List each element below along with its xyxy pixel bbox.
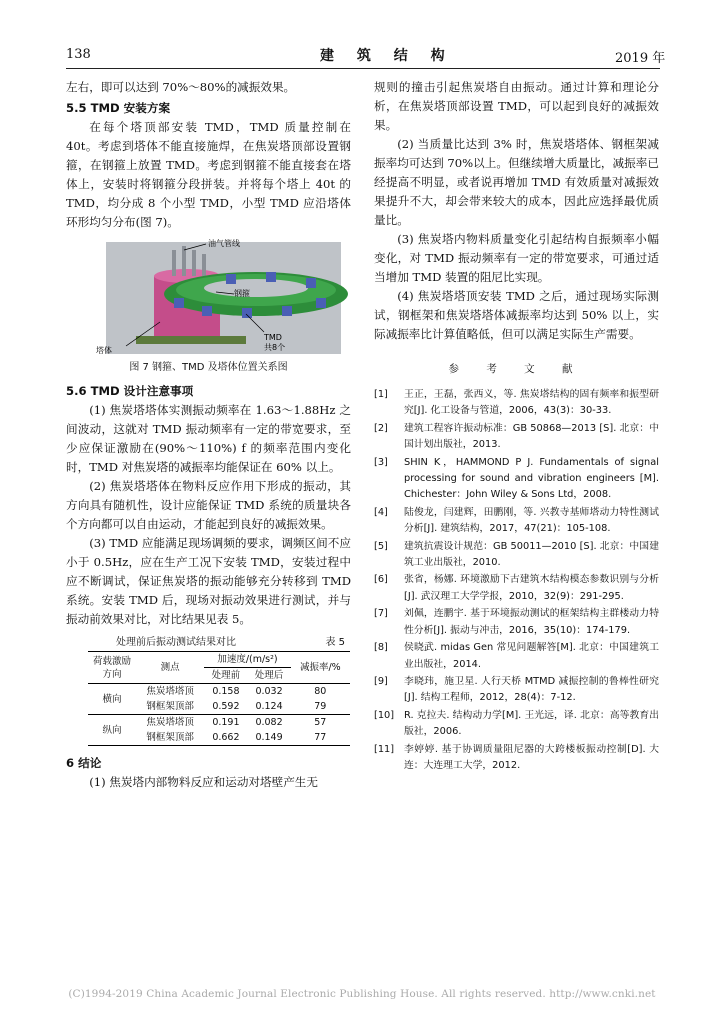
paragraph: (4) 焦炭塔塔顶安装 TMD 之后，通过现场实际测试，钢框架和焦炭塔塔体减振率均达到 50% 以上，实际减振率比计算值略低，但可以满足实际生产需要。 — [374, 289, 659, 341]
figure-caption: 图 7 钢箍、TMD 及塔体位置关系图 — [129, 362, 288, 373]
table-cell: 80 — [314, 686, 327, 697]
reference-text: 刘佩，连鹏宇. 基于环境振动测试的框架结构主群楼动力特性分析[J]. 振动与冲击，2016，35(10)：174-179. — [404, 608, 659, 636]
table-cell: 焦炭塔塔顶 — [146, 686, 194, 697]
section-title: 5.5 TMD 安装方案 — [66, 101, 171, 115]
table-cell: 0.592 — [212, 701, 240, 712]
reference-item — [374, 539, 659, 572]
table-number: 表 5 — [325, 637, 345, 648]
table-row — [88, 684, 350, 700]
paragraph: (2) 焦炭塔塔体在物料反应作用下形成的振动，其方向具有随机性，设计应能保证 TMD 系统的质量块各个方向都可以自由运动，才能起到良好的减振效果。 — [66, 479, 351, 531]
reference-item — [374, 606, 659, 639]
journal-title: 建 筑 结 构 — [320, 48, 454, 64]
tmd-block — [242, 308, 252, 318]
references-list — [374, 387, 659, 774]
table-header: 减振率/% — [291, 652, 350, 684]
tmd-label: TMD — [264, 333, 282, 342]
table-row — [88, 715, 350, 731]
tmd-count-label: 共8个 — [264, 343, 286, 352]
table-cell: 0.032 — [255, 686, 283, 697]
table-title: 处理前后振动测试结果对比 — [116, 637, 236, 648]
paragraph: (2) 当质量比达到 3% 时，焦炭塔塔体、钢框架减振率均可达到 70%以上。但继续增大质量比，减振率已经提高不明显，或者说再增加 TMD 有效质量对减振效果提升不大，却会带来较大的成本，因此应选择最优质量比。 — [374, 137, 659, 227]
table-header: 处理前 — [204, 668, 247, 684]
figure-7 — [66, 236, 351, 358]
right-column — [374, 78, 659, 775]
page-number: 138 — [66, 47, 91, 62]
left-column — [66, 78, 351, 792]
tower-label: 塔体 — [96, 346, 112, 355]
tmd-block — [282, 306, 292, 316]
tmd-block — [174, 298, 184, 308]
reference-text: 王正，王磊，张西义，等. 焦炭塔结构的固有频率和振型研究[J]. 化工设备与管道，2006，43(3)：30-33. — [404, 389, 659, 417]
paragraph: (3) 焦炭塔内物料质量变化引起结构自振频率小幅变化，对 TMD 振动频率有一定的带宽要求，可通过适当增加 TMD 装置的阻尼比实现。 — [374, 232, 659, 284]
reference-number: [7] — [374, 608, 388, 620]
reference-item — [374, 387, 659, 420]
tmd-block — [306, 278, 316, 288]
reference-number: [9] — [374, 675, 388, 687]
vibration-table — [88, 651, 350, 746]
reference-number: [11] — [374, 743, 395, 755]
reference-number: [4] — [374, 506, 388, 518]
paragraph: (3) TMD 应能满足现场调频的要求，调频区间不应小于 0.5Hz，应在生产工况下安装 TMD，安装过程中应不断调试，保证焦炭塔的振动能够充分转移到 TMD 系统。安装 TMD 后，现场对振动效果进行测试，并与振动前效果对比，对比结果见表 5。 — [66, 536, 351, 626]
table-cell: 57 — [314, 717, 327, 728]
reference-number: [1] — [374, 389, 388, 400]
header-rule — [66, 68, 660, 69]
table-cell: 0.191 — [212, 717, 240, 728]
table-header: 荷载激励方向 — [88, 652, 136, 684]
reference-text: 李晓玮，施卫星. 人行天桥 MTMD 减振控制的鲁棒性研究[J]. 结构工程师，2012，28(4)：7-12. — [404, 675, 659, 704]
paragraph: (1) 焦炭塔塔体实测振动频率在 1.63～1.88Hz 之间波动，这就对 TMD 振动频率有一定的带宽要求，至少应保证激励在(90%～110%) f 的频率范围内变化时，TMD 对焦炭塔的减振率均能保证在 60% 以上。 — [66, 403, 351, 474]
reference-item — [374, 742, 659, 775]
reference-item — [374, 505, 659, 538]
reference-number: [3] — [374, 456, 388, 468]
section-title: 6 结论 — [66, 756, 102, 770]
table-cell: 0.082 — [255, 717, 283, 728]
reference-text: R. 克拉夫. 结构动力学[M]. 王光远，译. 北京：高等教育出版社，2006. — [404, 709, 659, 738]
tmd-block — [226, 274, 236, 284]
pipe-shape — [182, 246, 186, 276]
reference-item — [374, 455, 659, 504]
reference-number: [5] — [374, 540, 388, 552]
pipe-label: 油气管线 — [208, 239, 240, 248]
reference-item — [374, 572, 659, 605]
reference-text: 建筑抗震设计规范：GB 50011—2010 [S]. 北京：中国建筑工业出版社，2010. — [404, 540, 659, 569]
figure-7-diagram — [66, 236, 351, 358]
reference-item — [374, 708, 659, 741]
reference-number: [2] — [374, 422, 388, 434]
reference-item — [374, 674, 659, 707]
table-cell: 焦炭塔塔顶 — [146, 717, 194, 728]
tmd-block — [202, 306, 212, 316]
table-header: 加速度/(m/s²) — [204, 652, 290, 668]
table-header: 测点 — [136, 652, 204, 684]
base-platform — [136, 336, 246, 344]
reference-text: 张省，杨娜. 环境激励下古建筑木结构模态参数识别与分析[J]. 武汉理工大学学报，2010，32(9)：291-295. — [404, 574, 659, 602]
section-title: 5.6 TMD 设计注意事项 — [66, 384, 194, 398]
pipe-shape — [172, 250, 176, 276]
reference-text: 陆俊龙，闫建辉，田鹏刚，等. 兴教寺基师塔动力特性测试分析[J]. 建筑结构，2017，47(21)：105-108. — [404, 506, 659, 535]
tmd-block — [266, 272, 276, 282]
reference-text: SHIN K，HAMMOND P J. Fundamentals of signal processing for sound and vibration engineers [M]. Chichester：John Wiley & Sons Ltd，2008. — [404, 456, 659, 501]
table-cell: 0.662 — [212, 732, 240, 743]
references-title: 参 考 文 献 — [448, 363, 585, 375]
publication-year: 2019 年 — [615, 51, 666, 66]
hoop-label: 钢箍 — [234, 289, 250, 298]
table-cell: 0.149 — [255, 732, 283, 743]
reference-number: [8] — [374, 642, 388, 654]
table-cell: 钢框架顶部 — [146, 732, 194, 743]
reference-item — [374, 421, 659, 454]
table-cell: 79 — [314, 701, 327, 712]
hoop-inner — [204, 279, 308, 297]
reference-number: [10] — [374, 709, 395, 721]
table-cell: 纵向 — [88, 715, 136, 746]
pipe-shape — [192, 250, 196, 276]
table-caption — [66, 635, 351, 651]
copyright-footer: (C)1994-2019 China Academic Journal Electronic Publishing House. All rights reserved. http://www.cnki.net — [68, 988, 656, 1000]
paragraph: 左右，即可以达到 70%～80%的减振效果。 — [66, 80, 296, 94]
table-cell: 横向 — [88, 684, 136, 715]
reference-text: 建筑工程容许振动标准：GB 50868—2013 [S]. 北京：中国计划出版社，2013. — [404, 422, 659, 451]
reference-text: 侯晓武. midas Gen 常见问题解答[M]. 北京：中国建筑工业出版社，2014. — [404, 642, 659, 670]
tmd-block — [316, 298, 326, 308]
table-cell: 0.124 — [255, 701, 283, 712]
reference-item — [374, 640, 659, 673]
table-header: 处理后 — [247, 668, 290, 684]
table-cell: 77 — [314, 732, 327, 743]
pipe-shape — [202, 254, 206, 276]
table-cell: 钢框架顶部 — [146, 701, 194, 712]
paragraph: 规则的撞击引起焦炭塔自由振动。通过计算和理论分析，在焦炭塔顶部设置 TMD，可以起到良好的减振效果。 — [374, 80, 659, 132]
paragraph: 在每个塔顶部安装 TMD，TMD 质量控制在 40t。考虑到塔体不能直接施焊，在焦炭塔顶部设置钢箍，在钢箍上放置 TMD。考虑到钢箍不能直接套在塔体上，安装时将钢箍分段拼装。并将每个塔上 40t 的 TMD，均分成 8 个小型 TMD，小型 TMD 应沿塔体环形均匀分布(图 7)。 — [66, 120, 351, 229]
reference-number: [6] — [374, 574, 388, 586]
paragraph: (1) 焦炭塔内部物料反应和运动对塔壁产生无 — [89, 775, 318, 789]
table-cell: 0.158 — [212, 686, 240, 697]
reference-text: 李婷婷. 基于协调质量阻尼器的大跨楼板振动控制[D]. 大连：大连理工大学，2012. — [404, 743, 659, 771]
